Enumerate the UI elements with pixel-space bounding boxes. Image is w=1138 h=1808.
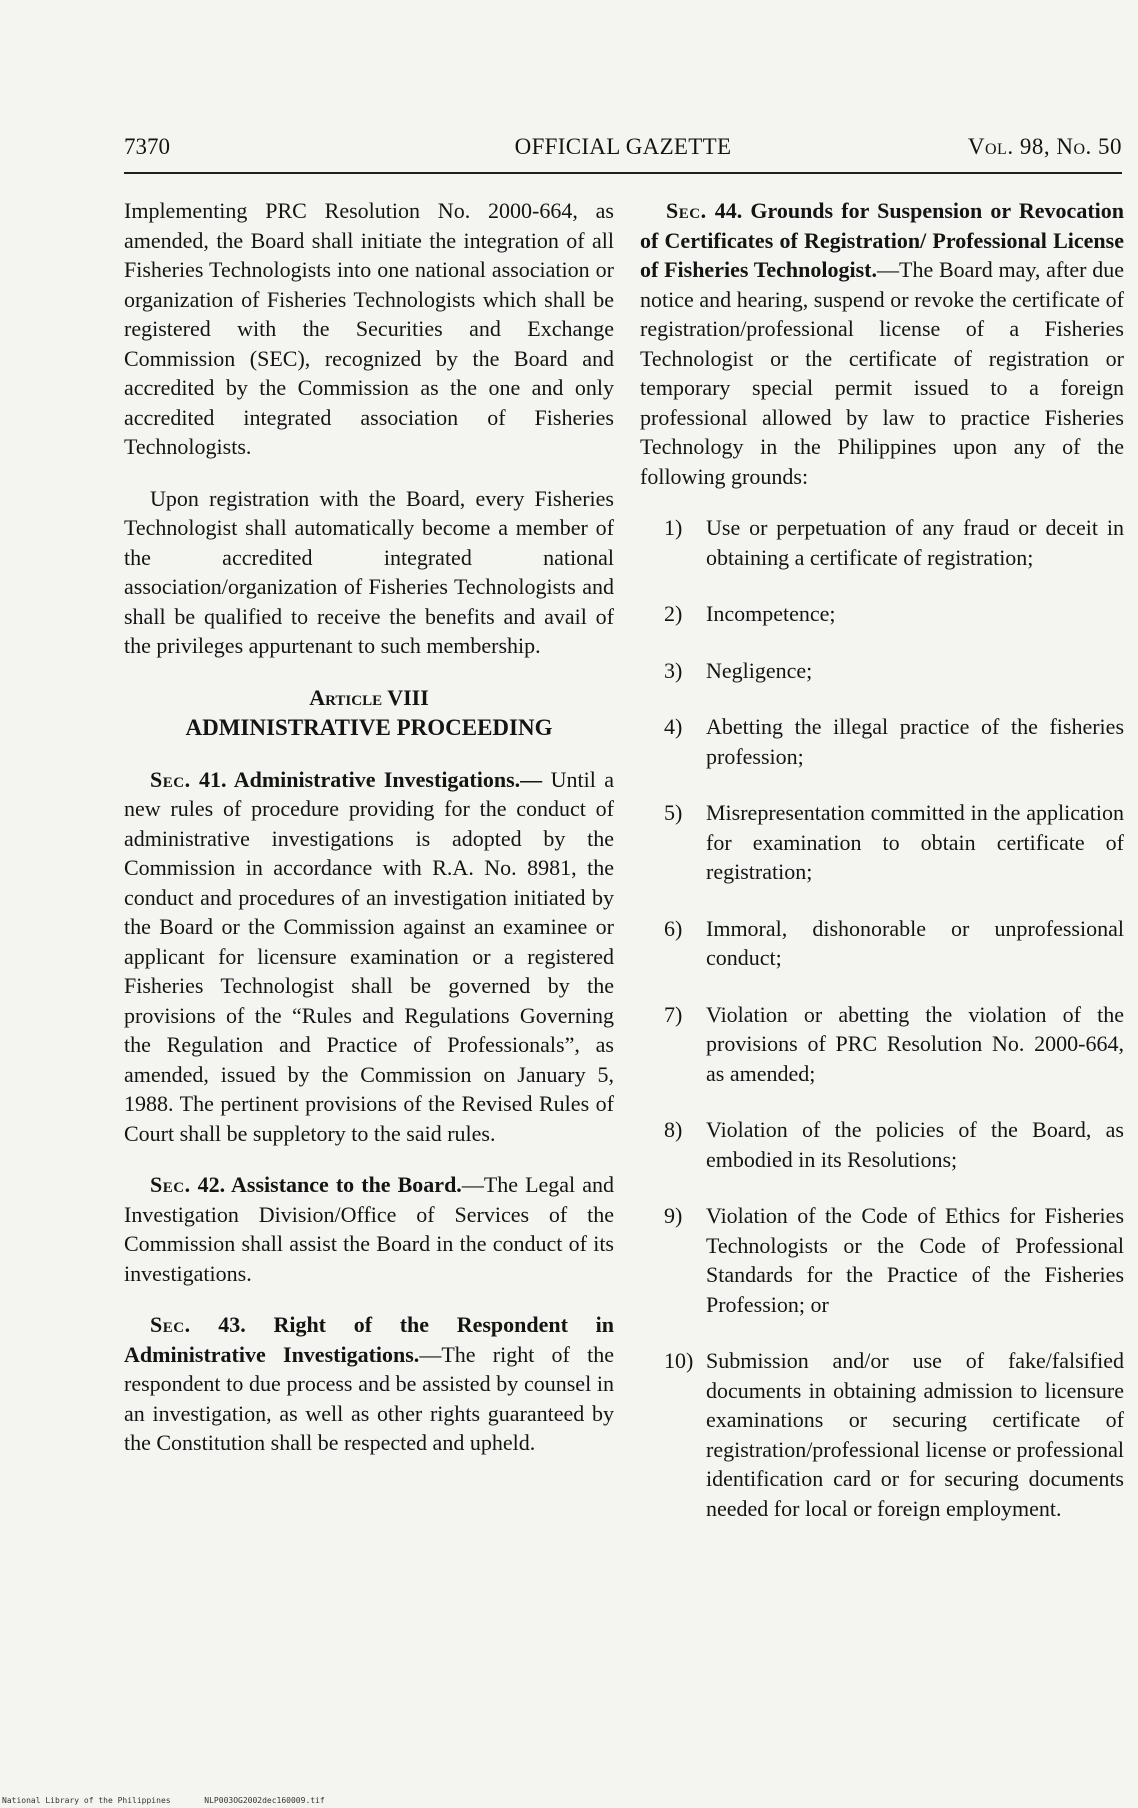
list-item-number: 1)	[664, 515, 683, 540]
list-item	[640, 1201, 1124, 1319]
list-item-text: Abetting the illegal practice of the fisheries profession;	[706, 714, 1124, 769]
section-41-text: Until a new rules of procedure providing for the conduct of administrative investigations is adopted by the Commission in accordance with R.A. No. 8981, the conduct and procedures of an investigation initiated by the Board or the Commission against an examinee or applicant for licensure examination or a registered Fisheries Technologist shall be governed by the provisions of the “Rules and Regulations Governing the Regulation and Practice of Professionals”, as amended, issued by the Commission on January 5, 1988. The pertinent provisions of the Revised Rules of Court shall be suppletory to the said rules.	[124, 766, 615, 1146]
list-item-text: Immoral, dishonorable or unprofessional conduct;	[706, 915, 1124, 970]
article-heading	[124, 683, 614, 743]
section-43-label: Sec.	[150, 1312, 191, 1337]
section-43-text: —The right of the respondent to due process and be assisted by counsel in an investigation, as well as other rights guaranteed by the Constitution shall be respected and upheld.	[124, 1341, 614, 1455]
list-item-number: 3)	[664, 657, 683, 683]
list-item-text: Violation of the Code of Ethics for Fisheries Technologists or the Code of Professional Standards for the Practice of the Fisheries Profession; or	[706, 1203, 1124, 1317]
paragraph-membership: Upon registration with the Board, every Fisheries Technologist shall automatically become a member of the accredited integrated national association/organization of Fisheries Technologists and shall be qualified to receive the benefits and avail of the privileges appurtenant to such membership.	[124, 485, 614, 658]
list-item-text: Violation of the policies of the Board, as embodied in its Resolutions;	[706, 1117, 1124, 1172]
scan-footer	[2, 1796, 325, 1805]
list-item	[640, 1346, 1124, 1523]
section-42-text: —The Legal and Investigation Division/Office of Services of the Commission shall assist the Board in the conduct of its investigations.	[124, 1172, 614, 1286]
list-item-number: 8)	[664, 1117, 683, 1142]
list-item-number: 2)	[664, 601, 683, 626]
list-item-text: Violation or abetting the violation of the provisions of PRC Resolution No. 2000-664, as amended;	[706, 1001, 1124, 1086]
left-column	[124, 196, 614, 1480]
footer-file: NLP003OG2002dec160009.tif	[204, 1796, 325, 1805]
footer-library: National Library of the Philippines	[2, 1796, 171, 1805]
list-item-text: Use or perpetuation of any fraud or deceit in obtaining a certificate of registration;	[706, 515, 1124, 570]
section-41-heading: 41. Administrative Investigations.—	[199, 766, 543, 792]
list-item-number: 5)	[664, 800, 683, 825]
list-item	[640, 798, 1124, 887]
section-44-heading: 44. Grounds for Suspension or Revocation of Certificates of Registration/ Professional License of Fisheries Technologist.	[640, 198, 1124, 282]
list-item	[640, 599, 1124, 629]
section-42	[124, 1170, 614, 1288]
list-item-number: 6)	[664, 915, 683, 941]
right-column	[640, 196, 1124, 1550]
list-item-text: Negligence;	[706, 657, 813, 683]
section-44-label: Sec.	[666, 198, 707, 223]
section-41	[124, 765, 614, 1149]
volume-info: Vol. 98, No. 50	[967, 134, 1122, 159]
section-42-heading: 42. Assistance to the Board.	[197, 1172, 462, 1197]
list-item-number: 7)	[664, 1001, 683, 1027]
list-item	[640, 513, 1124, 572]
section-41-label: Sec.	[150, 766, 191, 792]
section-43	[124, 1310, 614, 1458]
list-item-number: 10)	[664, 1348, 694, 1373]
header-rule	[124, 172, 1122, 174]
list-item	[640, 914, 1124, 973]
list-item-number: 4)	[664, 714, 683, 739]
list-item-text: Incompetence;	[706, 601, 836, 626]
list-item	[640, 1115, 1124, 1174]
section-42-label: Sec.	[150, 1172, 191, 1197]
article-title: ADMINISTRATIVE PROCEEDING	[185, 714, 553, 740]
page-number: 7370	[124, 134, 170, 159]
section-43-heading: 43. Right of the Respondent in Administrative Investigations.	[124, 1312, 614, 1367]
list-item	[640, 1000, 1124, 1089]
page-header	[124, 130, 1122, 166]
list-item-text: Submission and/or use of fake/falsified documents in obtaining admission to licensure examinations or securing certificate of registration/professional license or professional identification card or for securing documents needed for local or foreign employment.	[706, 1348, 1124, 1521]
list-item	[640, 712, 1124, 771]
publication-title: OFFICIAL GAZETTE	[514, 134, 732, 159]
list-item	[640, 656, 1124, 686]
grounds-list	[640, 513, 1124, 1523]
section-44-text: —The Board may, after due notice and hearing, suspend or revoke the certificate of registration/professional license of a Fisheries Technologist or the certificate of registration or temporary special permit issued to a foreign professional allowed by law to practice Fisheries Technology in the Philippines upon any of the following grounds:	[640, 257, 1124, 489]
section-44	[640, 196, 1124, 491]
article-number: Article VIII	[309, 684, 429, 710]
list-item-number: 9)	[664, 1203, 683, 1228]
list-item-text: Misrepresentation committed in the application for examination to obtain certificate of registration;	[706, 800, 1124, 884]
paragraph-integration: Implementing PRC Resolution No. 2000-664, as amended, the Board shall initiate the integration of all Fisheries Technologists into one national association or organization of Fisheries Technologists which shall be registered with the Securities and Exchange Commission (SEC), recognized by the Board and accredited by the Commission as the one and only accredited integrated association of Fisheries Technologists.	[124, 198, 614, 459]
